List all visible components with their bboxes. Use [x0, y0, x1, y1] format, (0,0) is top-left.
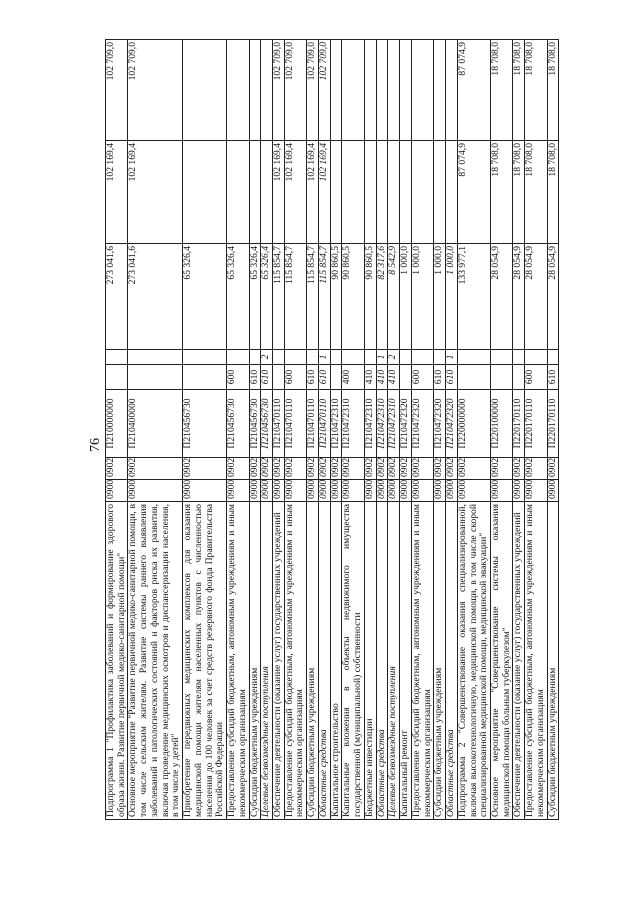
cell-amount-2	[364, 141, 376, 244]
cell-amount-1: 65 326,4	[183, 244, 227, 350]
cell-grbs: 0900	[411, 480, 433, 502]
cell-amount-3: 18 708,0	[513, 40, 525, 141]
row-name: Предоставление субсидий бюджетным, автономным учреждениям и иным некоммерческим организациям	[284, 502, 306, 820]
cell-section: 0902	[249, 458, 261, 480]
cell-mark	[490, 350, 512, 365]
cell-grbs: 0900	[128, 480, 183, 502]
cell-amount-3	[400, 40, 412, 141]
row-name: Капитальное строительство	[330, 502, 342, 820]
cell-amount-3	[227, 40, 249, 141]
row-name: Целевые безвозмездные поступления	[388, 502, 400, 820]
table-row	[388, 40, 400, 820]
cell-mark	[284, 350, 306, 365]
cell-target-article: П210470110	[307, 390, 319, 458]
cell-amount-1: 90 860,5	[364, 244, 376, 350]
cell-amount-2	[227, 141, 249, 244]
cell-amount-1: 115 854,7	[318, 244, 330, 350]
cell-grbs: 0900	[434, 480, 446, 502]
cell-amount-1: 133 977,1	[457, 244, 490, 350]
cell-amount-2: 102 169,4	[307, 141, 319, 244]
cell-target-article: П210456730	[261, 390, 273, 458]
cell-amount-3: 102 709,0	[318, 40, 330, 141]
cell-mark	[330, 350, 342, 365]
cell-grbs: 0900	[490, 480, 512, 502]
cell-section: 0902	[318, 458, 330, 480]
cell-section: 0902	[307, 458, 319, 480]
cell-grbs: 0900	[376, 480, 388, 502]
cell-target-article: П210472320	[411, 390, 433, 458]
cell-amount-1: 8 542,9	[388, 244, 400, 350]
cell-amount-2: 18 708,0	[490, 141, 512, 244]
page-number: 76	[88, 438, 103, 452]
table-row	[330, 40, 342, 820]
cell-grbs: 0900	[525, 480, 547, 502]
cell-grbs: 0900	[547, 480, 559, 502]
row-name: Предоставление субсидий бюджетным, автономным учреждениям и иным некоммерческим организациям	[525, 502, 547, 820]
cell-section: 0902	[227, 458, 249, 480]
row-name: Основное мероприятие "Совершенствование системы оказания медицинской помощи больным туберкулезом"	[490, 502, 512, 820]
cell-amount-1: 1 000,0	[411, 244, 433, 350]
cell-mark	[128, 350, 183, 365]
cell-amount-1: 28 054,9	[547, 244, 559, 350]
cell-target-article: П210472320	[446, 390, 458, 458]
cell-expense-type: 410	[376, 365, 388, 390]
cell-amount-1: 65 326,4	[261, 244, 273, 350]
cell-amount-1: 273 041,6	[106, 244, 128, 350]
cell-expense-type	[330, 365, 342, 390]
cell-section: 0902	[446, 458, 458, 480]
cell-grbs: 0900	[183, 480, 227, 502]
cell-mark	[106, 350, 128, 365]
cell-grbs: 0900	[342, 480, 364, 502]
row-name: Субсидии бюджетным учреждениям	[249, 502, 261, 820]
table-row	[400, 40, 412, 820]
cell-section: 0902	[261, 458, 273, 480]
budget-table	[105, 39, 559, 820]
cell-amount-2	[376, 141, 388, 244]
cell-amount-3	[446, 40, 458, 141]
cell-grbs: 0900	[446, 480, 458, 502]
table-row	[128, 40, 183, 820]
table-row	[490, 40, 512, 820]
cell-grbs: 0900	[318, 480, 330, 502]
cell-section: 0902	[284, 458, 306, 480]
cell-grbs: 0900	[388, 480, 400, 502]
cell-target-article: П210472310	[364, 390, 376, 458]
cell-section: 0902	[183, 458, 227, 480]
cell-target-article: П210472310	[376, 390, 388, 458]
cell-amount-3: 18 708,0	[490, 40, 512, 141]
cell-amount-1: 90 860,5	[342, 244, 364, 350]
row-name: Обеспечение деятельности (оказание услуг) государственных учреждений	[273, 502, 285, 820]
cell-amount-3	[411, 40, 433, 141]
cell-expense-type	[128, 365, 183, 390]
cell-section: 0902	[547, 458, 559, 480]
cell-section: 0902	[342, 458, 364, 480]
cell-expense-type: 610	[249, 365, 261, 390]
cell-amount-2	[388, 141, 400, 244]
row-name: Областные средства	[446, 502, 458, 820]
row-name: Целевые безвозмездные поступления	[261, 502, 273, 820]
cell-amount-2	[330, 141, 342, 244]
row-name: Бюджетные инвестиции	[364, 502, 376, 820]
table-row	[318, 40, 330, 820]
cell-amount-1: 90 860,5	[330, 244, 342, 350]
cell-section: 0902	[434, 458, 446, 480]
row-name: Капитальный ремонт	[400, 502, 412, 820]
cell-section: 0902	[376, 458, 388, 480]
cell-expense-type: 600	[525, 365, 547, 390]
cell-amount-2: 18 708,0	[513, 141, 525, 244]
row-name: Подпрограмма 1 "Профилактика заболеваний и формирование здорового образа жизни. Развитие первичной медико-санитарной помощи"	[106, 502, 128, 820]
cell-amount-3: 102 709,0	[284, 40, 306, 141]
cell-target-article: П210470110	[273, 390, 285, 458]
cell-section: 0902	[400, 458, 412, 480]
cell-target-article: П210472320	[400, 390, 412, 458]
row-name: Предоставление субсидий бюджетным, автономным учреждениям и иным некоммерческим организациям	[227, 502, 249, 820]
cell-grbs: 0900	[249, 480, 261, 502]
cell-amount-3: 102 709,0	[273, 40, 285, 141]
cell-amount-1: 65 326,4	[249, 244, 261, 350]
cell-amount-3	[364, 40, 376, 141]
cell-target-article: П220170110	[513, 390, 525, 458]
cell-expense-type: 610	[446, 365, 458, 390]
cell-amount-3: 102 709,0	[128, 40, 183, 141]
cell-amount-2: 18 708,0	[547, 141, 559, 244]
cell-section: 0902	[330, 458, 342, 480]
cell-section: 0902	[106, 458, 128, 480]
table-row	[411, 40, 433, 820]
table-row	[273, 40, 285, 820]
cell-expense-type	[400, 365, 412, 390]
cell-mark	[513, 350, 525, 365]
cell-mark	[273, 350, 285, 365]
cell-mark	[183, 350, 227, 365]
table-row	[513, 40, 525, 820]
table-row	[261, 40, 273, 820]
cell-mark	[400, 350, 412, 365]
cell-section: 0902	[513, 458, 525, 480]
cell-expense-type: 410	[388, 365, 400, 390]
cell-mark	[411, 350, 433, 365]
cell-amount-2: 18 708,0	[525, 141, 547, 244]
cell-grbs: 0900	[400, 480, 412, 502]
cell-expense-type: 410	[364, 365, 376, 390]
table-row	[227, 40, 249, 820]
cell-amount-3	[183, 40, 227, 141]
cell-grbs: 0900	[284, 480, 306, 502]
cell-amount-2: 102 169,4	[273, 141, 285, 244]
cell-target-article: П220100000	[490, 390, 512, 458]
cell-amount-3	[376, 40, 388, 141]
cell-grbs: 0900	[364, 480, 376, 502]
table-row	[376, 40, 388, 820]
cell-amount-1: 1 000,0	[434, 244, 446, 350]
row-name: Субсидии бюджетным учреждениям	[307, 502, 319, 820]
cell-target-article: П210456730	[227, 390, 249, 458]
cell-amount-1: 28 054,9	[490, 244, 512, 350]
cell-target-article: П210472310	[388, 390, 400, 458]
cell-target-article: П220170110	[525, 390, 547, 458]
cell-amount-3: 87 074,9	[457, 40, 490, 141]
table-row	[547, 40, 559, 820]
cell-mark	[434, 350, 446, 365]
cell-amount-1: 1 000,0	[400, 244, 412, 350]
cell-mark	[249, 350, 261, 365]
cell-mark	[227, 350, 249, 365]
cell-amount-2: 102 169,4	[318, 141, 330, 244]
cell-expense-type: 610	[261, 365, 273, 390]
cell-amount-1: 115 854,7	[284, 244, 306, 350]
cell-grbs: 0900	[457, 480, 490, 502]
table-row	[284, 40, 306, 820]
cell-amount-2: 102 169,4	[106, 141, 128, 244]
cell-grbs: 0900	[261, 480, 273, 502]
cell-expense-type: 600	[227, 365, 249, 390]
cell-amount-2	[342, 141, 364, 244]
cell-amount-1: 273 041,6	[128, 244, 183, 350]
cell-amount-3	[261, 40, 273, 141]
cell-target-article: П220170110	[547, 390, 559, 458]
table-row	[457, 40, 490, 820]
cell-target-article: П210470110	[284, 390, 306, 458]
cell-expense-type: 610	[318, 365, 330, 390]
cell-section: 0902	[457, 458, 490, 480]
cell-expense-type	[490, 365, 512, 390]
table-row	[106, 40, 128, 820]
cell-expense-type	[457, 365, 490, 390]
cell-section: 0902	[490, 458, 512, 480]
cell-amount-3: 18 708,0	[547, 40, 559, 141]
cell-section: 0902	[273, 458, 285, 480]
table-row	[446, 40, 458, 820]
cell-amount-2	[411, 141, 433, 244]
table-row	[364, 40, 376, 820]
cell-amount-3: 18 708,0	[525, 40, 547, 141]
cell-target-article: П210000000	[106, 390, 128, 458]
cell-target-article: П210470110	[318, 390, 330, 458]
cell-mark	[457, 350, 490, 365]
cell-expense-type: 610	[547, 365, 559, 390]
row-name: Областные средства	[376, 502, 388, 820]
cell-amount-1: 115 854,7	[307, 244, 319, 350]
cell-section: 0902	[128, 458, 183, 480]
cell-grbs: 0900	[330, 480, 342, 502]
row-name: Подпрограмма 2 "Совершенствование оказания специализированной, включая высокотехнологичную, медицинской помощи, в том числе скорой специализированной медицинской помощи, медицинской эвакуации"	[457, 502, 490, 820]
cell-target-article: П210472310	[342, 390, 364, 458]
row-name: Субсидии бюджетным учреждениям	[547, 502, 559, 820]
row-name: Областные средства	[318, 502, 330, 820]
cell-amount-2	[446, 141, 458, 244]
cell-amount-1: 28 054,9	[525, 244, 547, 350]
cell-mark: 1	[446, 350, 458, 365]
cell-amount-2: 102 169,4	[128, 141, 183, 244]
cell-mark: 1	[376, 350, 388, 365]
cell-expense-type: 600	[411, 365, 433, 390]
cell-grbs: 0900	[273, 480, 285, 502]
cell-mark: 1	[318, 350, 330, 365]
cell-amount-3	[388, 40, 400, 141]
row-name: Капитальные вложения в объекты недвижимого имущества государственной (муниципальной) собственности	[342, 502, 364, 820]
cell-section: 0902	[364, 458, 376, 480]
cell-expense-type	[513, 365, 525, 390]
cell-amount-2	[249, 141, 261, 244]
cell-amount-2	[183, 141, 227, 244]
cell-amount-1: 65 326,4	[227, 244, 249, 350]
cell-expense-type	[106, 365, 128, 390]
cell-amount-3	[342, 40, 364, 141]
cell-target-article: П210456730	[183, 390, 227, 458]
cell-target-article: П210456730	[249, 390, 261, 458]
table-row	[525, 40, 547, 820]
cell-amount-2: 87 074,9	[457, 141, 490, 244]
cell-grbs: 0900	[106, 480, 128, 502]
cell-amount-2	[434, 141, 446, 244]
cell-grbs: 0900	[307, 480, 319, 502]
cell-mark	[307, 350, 319, 365]
rotated-page	[105, 40, 559, 820]
cell-expense-type	[273, 365, 285, 390]
cell-amount-1: 82 317,6	[376, 244, 388, 350]
cell-amount-3: 102 709,0	[106, 40, 128, 141]
cell-amount-3: 102 709,0	[307, 40, 319, 141]
row-name: Приобретение передвижных медицинских комплексов для оказания медицинской помощи жителям населенных пунктов с численностью населения до 100 человек за счет средств резервного фонда Правительства Российской Федерации	[183, 502, 227, 820]
table-row	[183, 40, 227, 820]
cell-amount-3	[330, 40, 342, 141]
table-row	[434, 40, 446, 820]
cell-mark	[547, 350, 559, 365]
cell-section: 0902	[411, 458, 433, 480]
cell-expense-type: 600	[284, 365, 306, 390]
cell-amount-3	[434, 40, 446, 141]
cell-amount-2	[400, 141, 412, 244]
cell-section: 0902	[525, 458, 547, 480]
table-row	[249, 40, 261, 820]
cell-mark: 2	[261, 350, 273, 365]
budget-table-body	[106, 40, 559, 820]
cell-mark: 2	[388, 350, 400, 365]
cell-grbs: 0900	[513, 480, 525, 502]
cell-amount-2	[261, 141, 273, 244]
cell-mark	[364, 350, 376, 365]
cell-expense-type: 610	[307, 365, 319, 390]
cell-mark	[525, 350, 547, 365]
cell-section: 0902	[388, 458, 400, 480]
cell-target-article: П210400000	[128, 390, 183, 458]
cell-target-article: П210472320	[434, 390, 446, 458]
cell-amount-1: 115 854,7	[273, 244, 285, 350]
cell-target-article: П220000000	[457, 390, 490, 458]
cell-mark	[342, 350, 364, 365]
table-row	[342, 40, 364, 820]
cell-amount-2: 102 169,4	[284, 141, 306, 244]
cell-target-article: П210472310	[330, 390, 342, 458]
table-row	[307, 40, 319, 820]
row-name: Обеспечение деятельности (оказание услуг) государственных учреждений	[513, 502, 525, 820]
row-name: Субсидии бюджетным учреждениям	[434, 502, 446, 820]
row-name: Основное мероприятие "Развитие первичной медико-санитарной помощи, в том числе сельским жителям. Развитие системы раннего выявления заболеваний и патологических состояний и факторов риска их развития, включая проведение медицинских осмотров и диспансеризации населения, в том числе у детей"	[128, 502, 183, 820]
cell-expense-type: 610	[434, 365, 446, 390]
row-name: Предоставление субсидий бюджетным, автономным учреждениям и иным некоммерческим организациям	[411, 502, 433, 820]
cell-amount-1: 1 000,0	[446, 244, 458, 350]
cell-expense-type: 400	[342, 365, 364, 390]
cell-amount-3	[249, 40, 261, 141]
cell-grbs: 0900	[227, 480, 249, 502]
cell-amount-1: 28 054,9	[513, 244, 525, 350]
cell-expense-type	[183, 365, 227, 390]
